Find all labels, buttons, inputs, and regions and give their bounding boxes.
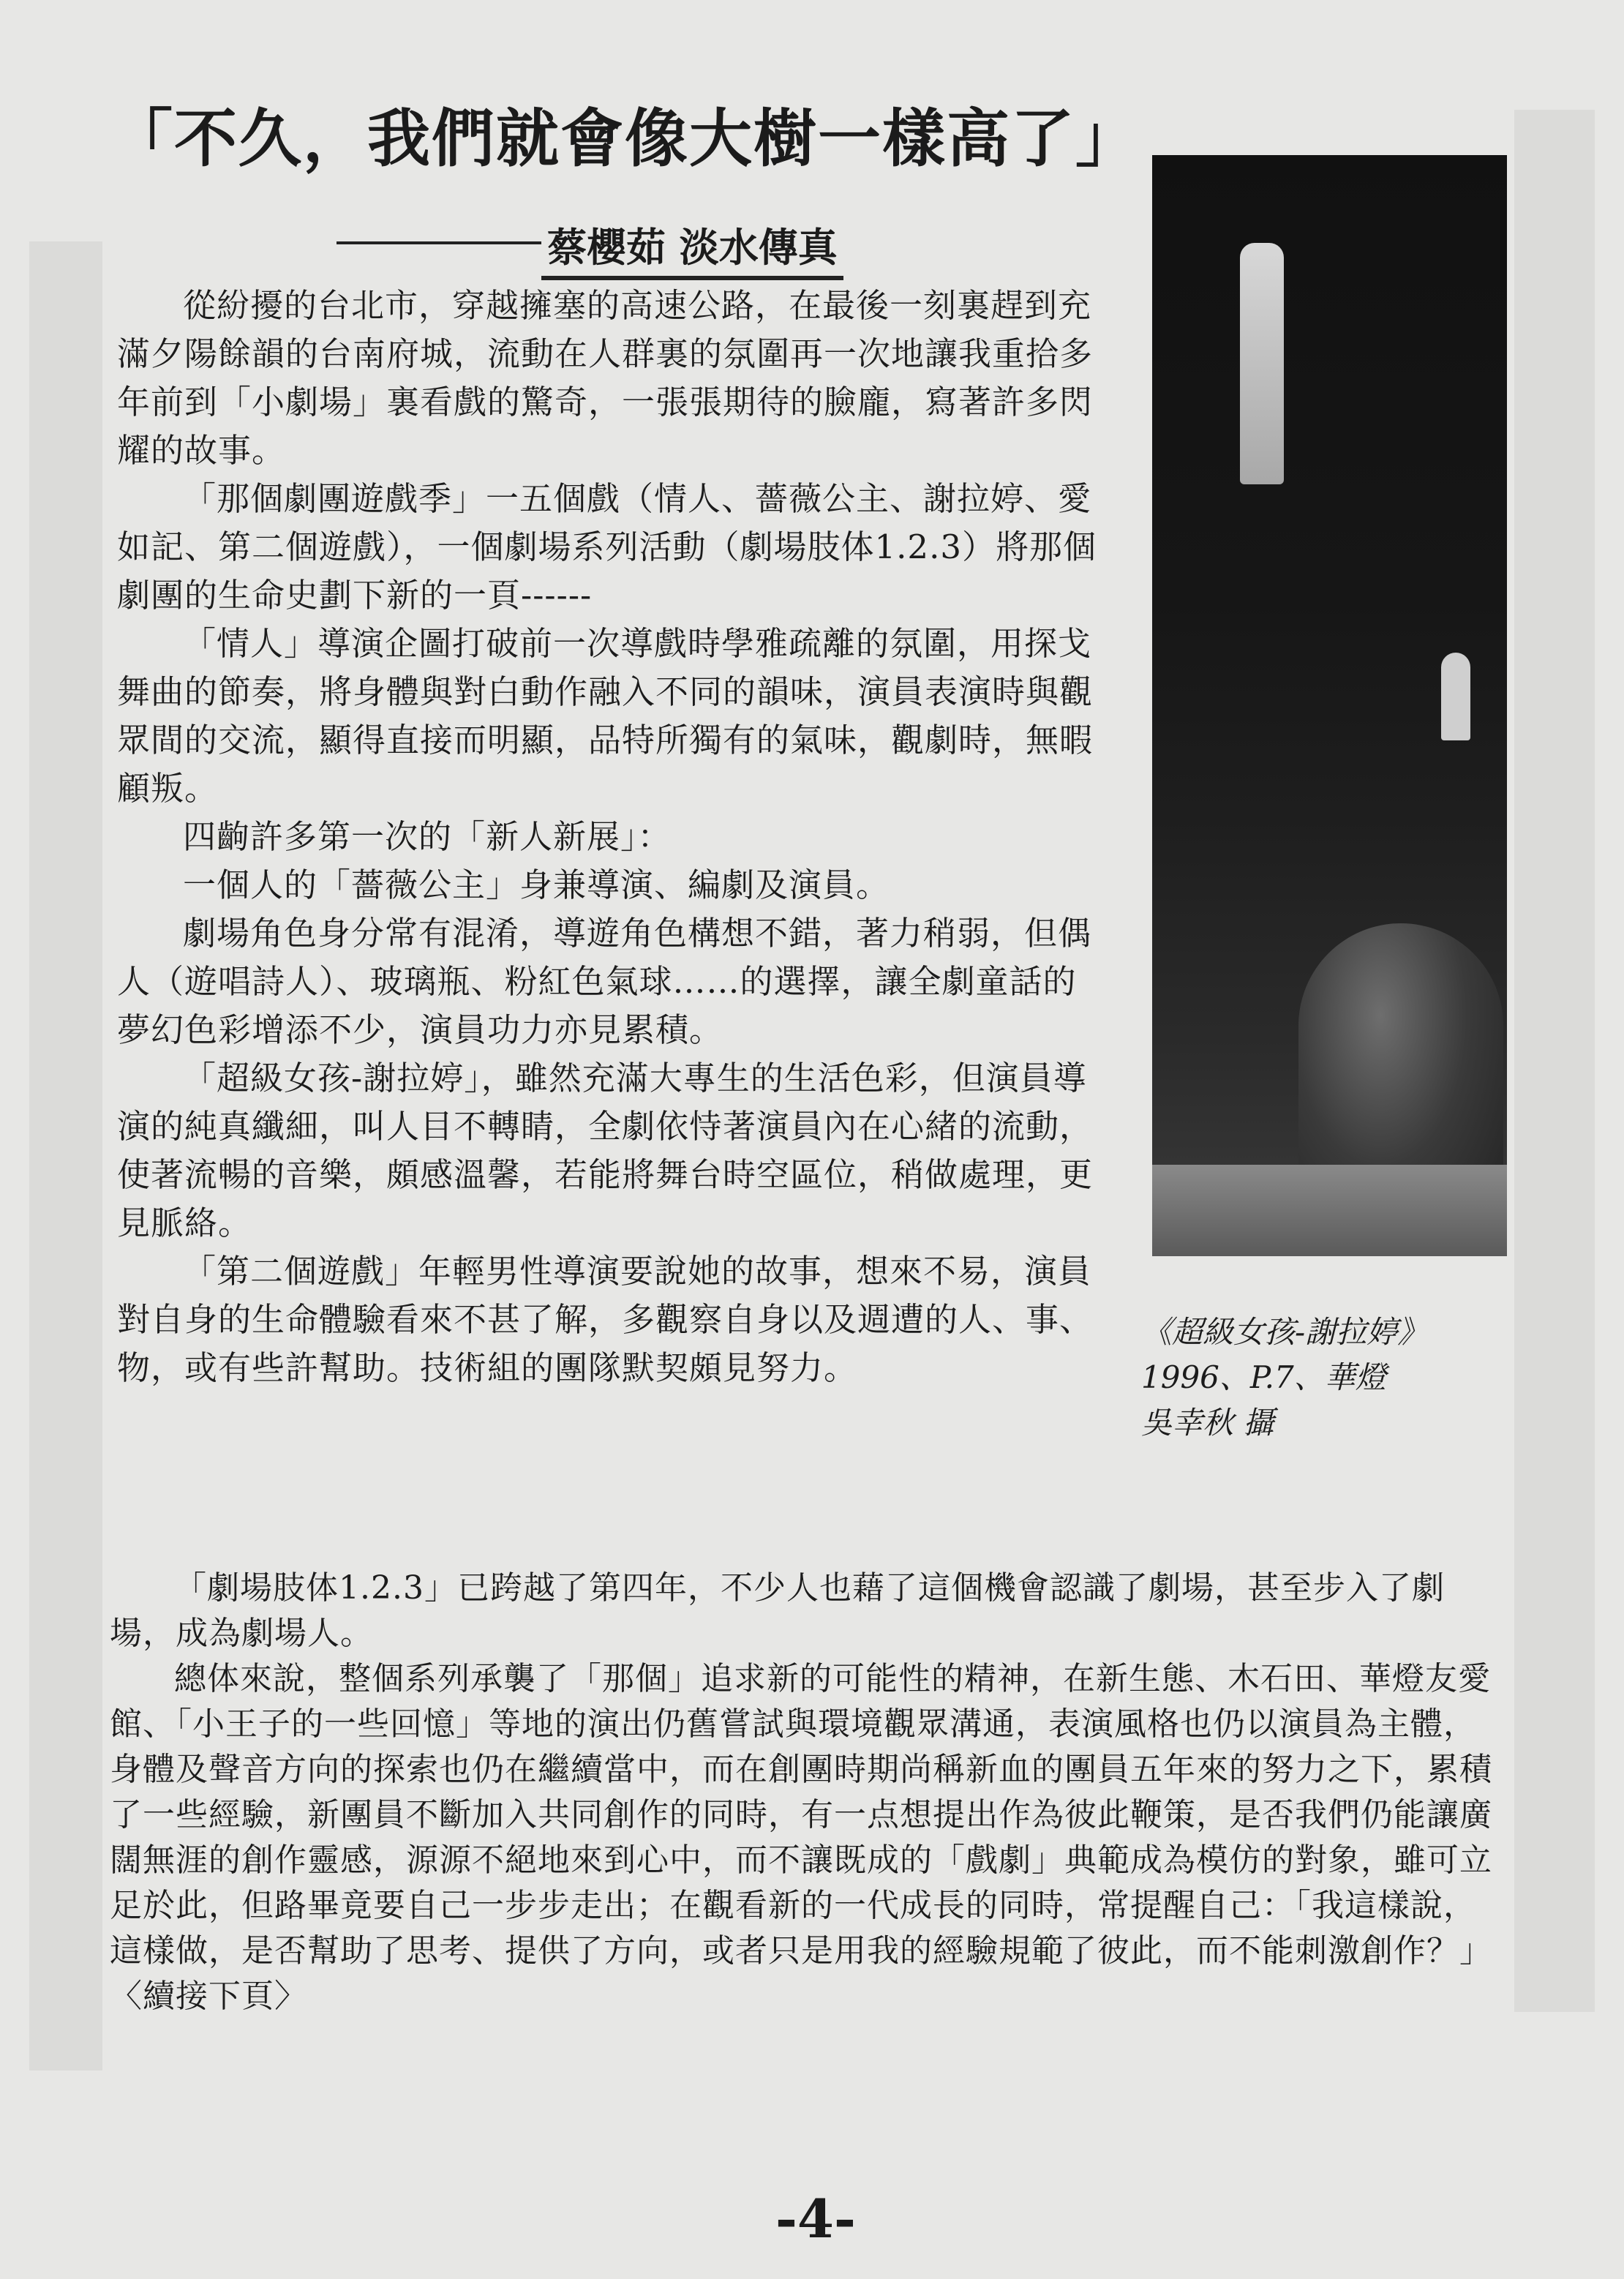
paragraph: 「那個劇團遊戲季」一五個戲（情人、薔薇公主、謝拉婷、愛如記、第二個遊戲），一個劇場系列活動（劇場肢体1.2.3）將那個劇團的生命史劃下新的一頁------ (117, 479, 1097, 615)
bleed-through-right (1514, 110, 1595, 2012)
photo-caption (1141, 1310, 1551, 1446)
paragraph: 「情人」導演企圖打破前一次導戲時學雅疏離的氛圍，用探戈舞曲的節奏，將身體與對白動作融入不同的韻味，演員表演時與觀眾間的交流，顯得直接而明顯，品特所獨有的氣味，觀劇時，無暇顧叛。 (117, 624, 1094, 808)
byline-rule (337, 241, 541, 244)
article-body-wide (110, 1566, 1507, 2019)
paragraph: 一個人的「薔薇公主」身兼導演、編劇及演員。 (183, 866, 890, 904)
paragraph: 「劇場肢体1.2.3」已跨越了第四年，不少人也藉了這個機會認識了劇場，甚至步入了劇場，成為劇場人。 (110, 1569, 1445, 1652)
page-number: -4- (775, 2188, 856, 2250)
paragraph: 四齣許多第一次的「新人新展」： (183, 817, 672, 856)
stage-lamp (1441, 653, 1470, 740)
stage-table (1152, 1165, 1507, 1256)
performance-photo (1152, 155, 1507, 1256)
paragraph: 「超級女孩-謝拉婷」，雖然充滿大專生的生活色彩，但演員導演的純真纖細，叫人目不轉睛，全劇依恃著演員內在心緒的流動，使著流暢的音樂，頗感溫馨，若能將舞台時空區位，稍做處理，更見脈絡。 (117, 1059, 1094, 1242)
caption-line: 《超級女孩-謝拉婷》 (1141, 1314, 1429, 1350)
bleed-through-left (29, 241, 102, 2070)
paragraph: 劇場角色身分常有混淆，導遊角色構想不錯，著力稍弱，但偶人（遊唱詩人）、玻璃瓶、粉紅色氣球……的選擇，讓全劇童話的夢幻色彩增添不少，演員功力亦見累積。 (117, 914, 1092, 1049)
hanging-puppet (1240, 243, 1284, 484)
paragraph: 「第二個遊戲」年輕男性導演要說她的故事，想來不易，演員對自身的生命體驗看來不甚了解，多觀察自身以及週遭的人、事、物，或有些許幫助。技術組的團隊默契頗見努力。 (117, 1252, 1094, 1387)
article-title: 「不久，我們就會像大樹一樣高了」 (110, 102, 1140, 176)
article-author: 蔡櫻茹 淡水傳真 (541, 217, 843, 280)
article-body (117, 282, 1097, 1392)
paragraph: 從紛擾的台北市，穿越擁塞的高速公路，在最後一刻裏趕到充滿夕陽餘韻的台南府城，流動在人群裏的氛圍再一次地讓我重拾多年前到「小劇場」裏看戲的驚奇，一張張期待的臉龐，寫著許多閃耀的故事。 (117, 286, 1094, 470)
paragraph: 總体來說，整個系列承襲了「那個」追求新的可能性的精神，在新生態、木石田、華燈友愛館、「小王子的一些回憶」等地的演出仍舊嘗試與環境觀眾溝通，表演風格也仍以演員為主體，身體及聲音方向的探索也仍在繼續當中，而在創團時期尚稱新血的團員五年來的努力之下，累積了一些經驗，新團員不斷加入共同創作的同時，有一点想提出作為彼此鞭策，是否我們仍能讓廣闊無涯的創作靈感，源源不絕地來到心中，而不讓既成的「戲劇」典範成為模仿的對象，雖可立足於此，但路畢竟要自己一步步走出；在觀看新的一代成長的同時，常提醒自己：「我這樣說，這樣做，是否幫助了思考、提供了方向，或者只是用我的經驗規範了彼此，而不能刺激創作？」〈續接下頁〉 (110, 1660, 1492, 2015)
caption-line: 1996、P.7、華燈 (1141, 1359, 1386, 1395)
caption-line: 吳幸秋 攝 (1141, 1405, 1274, 1441)
